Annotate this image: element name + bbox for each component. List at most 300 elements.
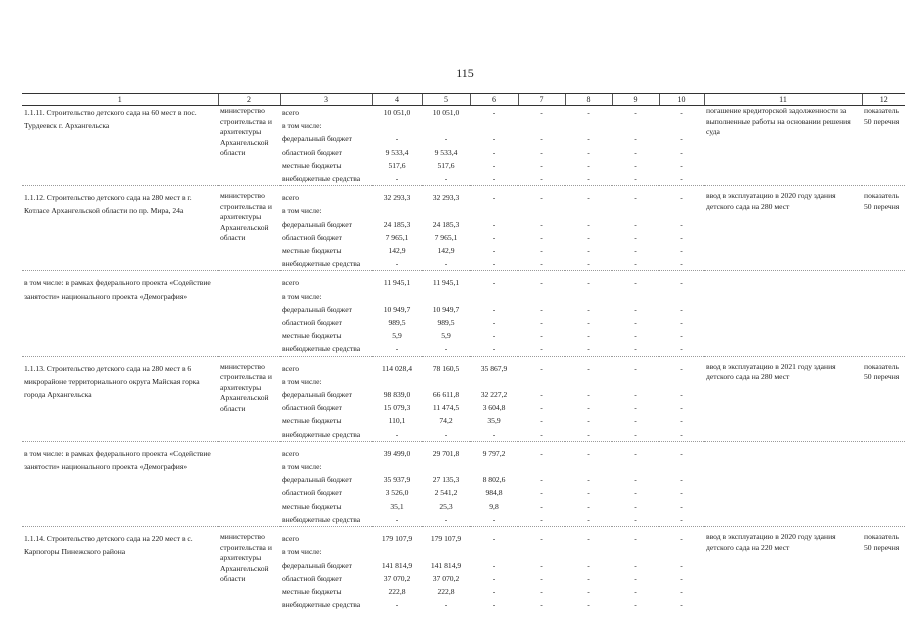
indicator-cell [862,276,905,356]
header-cell: 11 [704,94,862,106]
value-cell [659,460,704,473]
value-cell [470,290,518,303]
value-cell: - [540,108,543,117]
value-cell [470,375,518,388]
header-cell: 7 [518,94,565,106]
value-cell: - [634,488,637,498]
value-cell: - [540,586,543,596]
value-cell: - [680,259,683,269]
executor-cell: министерство строительства и архитектуры Архангельской области [220,191,272,243]
value-cell: - [680,174,683,184]
value-cell: - [680,193,683,203]
budget-label: в том числе: [282,462,322,472]
value-cell: - [587,259,590,269]
value-cell [612,204,659,217]
value-cell [612,375,659,388]
value-cell: 114 028,4 [381,363,413,373]
value-cell: 8 802,6 [482,475,506,485]
value-cell: - [587,600,590,610]
value-cell: - [680,278,683,288]
budget-label: в том числе: [282,291,322,301]
value-cell: - [680,416,683,426]
value-cell: 989,5 [388,318,406,328]
value-cell: - [395,344,399,354]
value-cell: - [587,429,590,439]
budget-label: в том числе: [282,206,322,216]
value-cell: - [540,429,543,439]
value-cell: - [634,573,637,583]
value-cell: - [540,534,543,544]
budget-label: федеральный бюджет [282,475,352,485]
value-cell: - [540,475,543,485]
value-cell: 517,6 [388,160,406,170]
value-cell: - [492,318,496,328]
value-cell: - [540,304,543,314]
value-cell: - [540,403,543,413]
value-cell: - [680,363,683,373]
value-cell: - [492,246,496,256]
value-cell: 141 814,9 [430,560,462,570]
value-cell: - [587,403,590,413]
indicator-cell [862,447,905,527]
value-cell: - [634,344,637,354]
budget-label: всего [282,278,300,288]
executor-cell: министерство строительства и архитектуры Архангельской области [220,361,272,413]
value-cell [518,545,565,558]
value-cell: - [492,534,496,544]
value-cell: - [634,259,637,269]
value-cell: 984,8 [485,488,503,498]
value-cell: 27 135,3 [432,475,460,485]
value-cell [422,119,470,132]
value-cell: - [680,134,683,144]
value-cell: - [540,278,543,288]
value-cell: - [540,160,543,170]
table-row [22,276,905,289]
value-cell: - [587,363,590,373]
measure-title: 1.1.13. Строительство детского сада на 280 мест в 6 микрорайоне территориального округа Майская горка города Архангельска [24,363,200,400]
value-cell: 10 949,7 [383,304,411,314]
value-cell: - [492,600,496,610]
value-cell: - [587,147,590,157]
value-cell: - [540,259,543,269]
value-cell: - [587,219,590,229]
value-cell [518,119,565,132]
value-cell: - [680,448,683,458]
value-cell: - [492,344,496,354]
value-cell: - [492,193,496,203]
value-cell: 141 814,9 [381,560,413,570]
measure-title: 1.1.12. Строительство детского сада на 280 мест в г. Котласе Архангельской области по пр. Мира, 24а [24,193,192,216]
header-cell: 8 [565,94,612,106]
value-cell: - [587,390,590,400]
value-cell: 35 937,9 [383,475,411,485]
value-cell: - [492,514,496,524]
result-cell: ввод в эксплуатацию в 2020 году здания детского сада на 220 мест [706,532,836,552]
header-cell: 10 [659,94,704,106]
value-cell [470,119,518,132]
value-cell: - [492,331,496,341]
header-cell: 12 [862,94,905,106]
program-table [22,93,905,611]
value-cell [659,545,704,558]
value-cell: - [587,560,590,570]
value-cell: - [395,134,399,144]
value-cell: - [540,318,543,328]
value-cell: - [444,134,448,144]
value-cell: 32 227,2 [480,390,508,400]
budget-label: всего [282,534,300,544]
value-cell: - [680,475,683,485]
executor-cell: министерство строительства и архитектуры Архангельской области [220,106,272,157]
value-cell: - [540,232,543,242]
value-cell: - [492,147,496,157]
value-cell: - [444,259,448,269]
value-cell [422,290,470,303]
value-cell: - [540,573,543,583]
executor-cell [218,276,280,356]
budget-label: местные бюджеты [282,501,342,511]
value-cell: - [492,259,496,269]
value-cell: 142,9 [437,246,455,256]
value-cell: - [540,331,543,341]
value-cell: - [634,475,637,485]
value-cell: - [587,416,590,426]
value-cell: - [680,514,683,524]
value-cell [565,460,612,473]
value-cell: - [492,560,496,570]
value-cell: - [634,560,637,570]
value-cell: - [540,344,543,354]
indicator-cell: показатель 50 перечня [864,361,900,382]
value-cell [372,460,422,473]
value-cell: - [492,219,496,229]
budget-label: в том числе: [282,547,322,557]
value-cell: - [634,108,637,117]
value-cell [372,545,422,558]
value-cell [422,204,470,217]
value-cell: - [492,134,496,144]
value-cell: - [680,232,683,242]
value-cell: 11 474,5 [432,403,460,413]
result-cell [704,276,862,356]
value-cell: 5,9 [392,331,402,341]
executor-cell: министерство строительства и архитектуры Архангельской области [220,532,272,584]
value-cell: - [634,134,637,144]
value-cell: 39 499,0 [383,448,411,458]
value-cell [518,290,565,303]
value-cell: - [444,514,448,524]
value-cell: - [680,344,683,354]
value-cell: - [587,278,590,288]
value-cell: - [540,219,543,229]
value-cell: 7 965,1 [434,232,458,242]
value-cell: - [634,403,637,413]
value-cell: - [680,429,683,439]
value-cell: - [492,304,496,314]
value-cell: - [540,488,543,498]
executor-cell [218,447,280,527]
value-cell: - [680,219,683,229]
table-row [22,191,905,204]
value-cell: - [540,416,543,426]
value-cell: 3 604,8 [482,403,506,413]
value-cell: - [634,219,637,229]
value-cell [372,290,422,303]
value-cell: 3 526,0 [385,488,409,498]
value-cell: 9 797,2 [482,448,506,458]
header-cell: 4 [372,94,422,106]
value-cell: - [587,331,590,341]
value-cell: - [680,501,683,511]
value-cell [470,460,518,473]
value-cell: - [680,147,683,157]
measure-title: в том числе: в рамках федерального проекта «Содействие занятости» национального проекта «Демография» [24,448,211,472]
value-cell: - [395,600,399,610]
value-cell: 9,8 [489,501,499,511]
value-cell: - [587,344,590,354]
header-cell: 1 [22,94,218,106]
budget-label: областной бюджет [282,573,342,583]
indicator-cell: показатель 50 перечня [864,106,900,126]
value-cell: - [680,390,683,400]
value-cell: - [540,560,543,570]
budget-label: областной бюджет [282,318,342,328]
value-cell: - [634,246,637,256]
budget-label: всего [282,363,300,373]
result-cell: погашение кредиторской задолженности за выполненные работы на основании решения суда [706,106,851,136]
value-cell: - [680,331,683,341]
value-cell: - [540,501,543,511]
value-cell: - [587,475,590,485]
value-cell: - [680,318,683,328]
value-cell: - [680,534,683,544]
value-cell: 10 051,0 [383,108,411,117]
budget-label: внебюджетные средства [282,429,361,439]
value-cell: - [587,514,590,524]
value-cell: - [587,573,590,583]
value-cell: - [680,573,683,583]
result-cell: ввод в эксплуатацию в 2021 году здания детского сада на 280 мест [706,361,836,382]
value-cell: - [587,304,590,314]
value-cell: - [634,363,637,373]
value-cell: 179 107,9 [381,534,413,544]
budget-label: областной бюджет [282,147,342,157]
budget-label: всего [282,108,300,117]
value-cell [565,375,612,388]
value-cell: 15 079,3 [383,403,411,413]
page-number: 115 [456,66,474,80]
value-cell [659,375,704,388]
budget-label: федеральный бюджет [282,134,352,144]
value-cell: - [492,586,496,596]
value-cell: 25,3 [439,501,453,511]
value-cell: - [587,488,590,498]
budget-label: внебюджетные средства [282,174,361,184]
value-cell: 32 293,3 [432,193,460,203]
value-cell: 179 107,9 [430,534,462,544]
value-cell: 74,2 [439,416,453,426]
value-cell: 35 867,9 [480,363,508,373]
value-cell: 35,9 [487,416,501,426]
value-cell: - [634,390,637,400]
value-cell: - [634,147,637,157]
value-cell: 989,5 [437,318,455,328]
value-cell: - [395,259,399,269]
value-cell: - [444,600,448,610]
value-cell: 11 945,1 [432,278,460,288]
value-cell: - [634,600,637,610]
value-cell: - [395,174,399,184]
value-cell: - [587,246,590,256]
value-cell: 110,1 [388,416,406,426]
value-cell [422,460,470,473]
budget-label: в том числе: [282,376,322,386]
value-cell: - [587,108,590,117]
value-cell [659,204,704,217]
value-cell: 517,6 [437,160,455,170]
value-cell: - [587,134,590,144]
value-cell: - [540,147,543,157]
value-cell [612,460,659,473]
value-cell: 2 541,2 [434,488,458,498]
value-cell [659,119,704,132]
value-cell: - [634,304,637,314]
value-cell: - [492,174,496,184]
value-cell [659,290,704,303]
value-cell: - [587,586,590,596]
value-cell [372,204,422,217]
budget-label: местные бюджеты [282,160,342,170]
value-cell [565,545,612,558]
value-cell: 24 185,3 [383,219,411,229]
value-cell: - [492,108,496,117]
budget-label: местные бюджеты [282,331,342,341]
value-cell [422,375,470,388]
value-cell [565,290,612,303]
value-cell: 5,9 [441,331,451,341]
value-cell: - [634,278,637,288]
value-cell: - [634,534,637,544]
value-cell: - [540,134,543,144]
header-row [22,94,905,106]
value-cell: - [444,344,448,354]
measure-title: 1.1.14. Строительство детского сада на 220 мест в с. Карпогоры Пинежского района [24,534,193,557]
value-cell: - [587,448,590,458]
value-cell: - [634,193,637,203]
header-cell: 5 [422,94,470,106]
value-cell: 222,8 [388,586,406,596]
value-cell: - [634,501,637,511]
indicator-cell: показатель 50 перечня [864,532,900,552]
value-cell: - [540,363,543,373]
value-cell: - [634,331,637,341]
budget-label: местные бюджеты [282,586,342,596]
header-cell: 2 [218,94,280,106]
value-cell: - [634,416,637,426]
value-cell: - [492,573,496,583]
value-cell: 66 611,8 [432,390,460,400]
value-cell: - [680,560,683,570]
value-cell: 32 293,3 [383,193,411,203]
value-cell: 35,1 [390,501,404,511]
budget-label: в том числе: [282,121,322,131]
value-cell: - [540,174,543,184]
budget-label: федеральный бюджет [282,560,352,570]
value-cell: - [444,429,448,439]
table-body [22,94,905,612]
value-cell [612,119,659,132]
value-cell: - [587,501,590,511]
value-cell [518,204,565,217]
table-row [22,362,905,375]
value-cell [470,204,518,217]
value-cell [518,460,565,473]
result-cell: ввод в эксплуатацию в 2020 году здания детского сада на 280 мест [706,191,836,211]
value-cell: - [587,193,590,203]
budget-label: федеральный бюджет [282,390,352,400]
value-cell: - [680,160,683,170]
value-cell [372,375,422,388]
value-cell: - [540,390,543,400]
value-cell: - [540,514,543,524]
value-cell: - [634,514,637,524]
header-cell: 9 [612,94,659,106]
value-cell: 142,9 [388,246,406,256]
value-cell: - [587,232,590,242]
value-cell: - [587,160,590,170]
value-cell [372,119,422,132]
measure-title: 1.1.11. Строительство детского сада на 60 мест в пос. Турдеевск г. Архангельска [24,108,197,131]
budget-label: внебюджетные средства [282,514,361,524]
value-cell: 222,8 [437,586,455,596]
table-row [22,106,905,120]
value-cell: 24 185,3 [432,219,460,229]
value-cell: - [492,278,496,288]
value-cell: 11 945,1 [383,278,411,288]
value-cell: - [492,160,496,170]
value-cell: - [634,232,637,242]
value-cell: - [540,193,543,203]
value-cell: - [492,429,496,439]
value-cell: - [680,403,683,413]
value-cell: 10 949,7 [432,304,460,314]
value-cell: - [587,174,590,184]
value-cell: 37 070,2 [432,573,460,583]
value-cell: 37 070,2 [383,573,411,583]
value-cell [470,545,518,558]
value-cell: - [680,586,683,596]
value-cell: - [395,429,399,439]
value-cell: 7 965,1 [385,232,409,242]
value-cell [612,290,659,303]
value-cell: 10 051,0 [432,108,460,117]
budget-label: внебюджетные средства [282,600,361,610]
value-cell: - [444,174,448,184]
value-cell: - [680,304,683,314]
value-cell [422,545,470,558]
value-cell: - [680,246,683,256]
header-cell: 6 [470,94,518,106]
budget-label: областной бюджет [282,403,342,413]
value-cell: 29 701,8 [432,448,460,458]
value-cell: - [540,600,543,610]
value-cell: - [634,448,637,458]
value-cell: - [634,160,637,170]
value-cell: - [587,534,590,544]
value-cell [518,375,565,388]
value-cell: - [492,232,496,242]
